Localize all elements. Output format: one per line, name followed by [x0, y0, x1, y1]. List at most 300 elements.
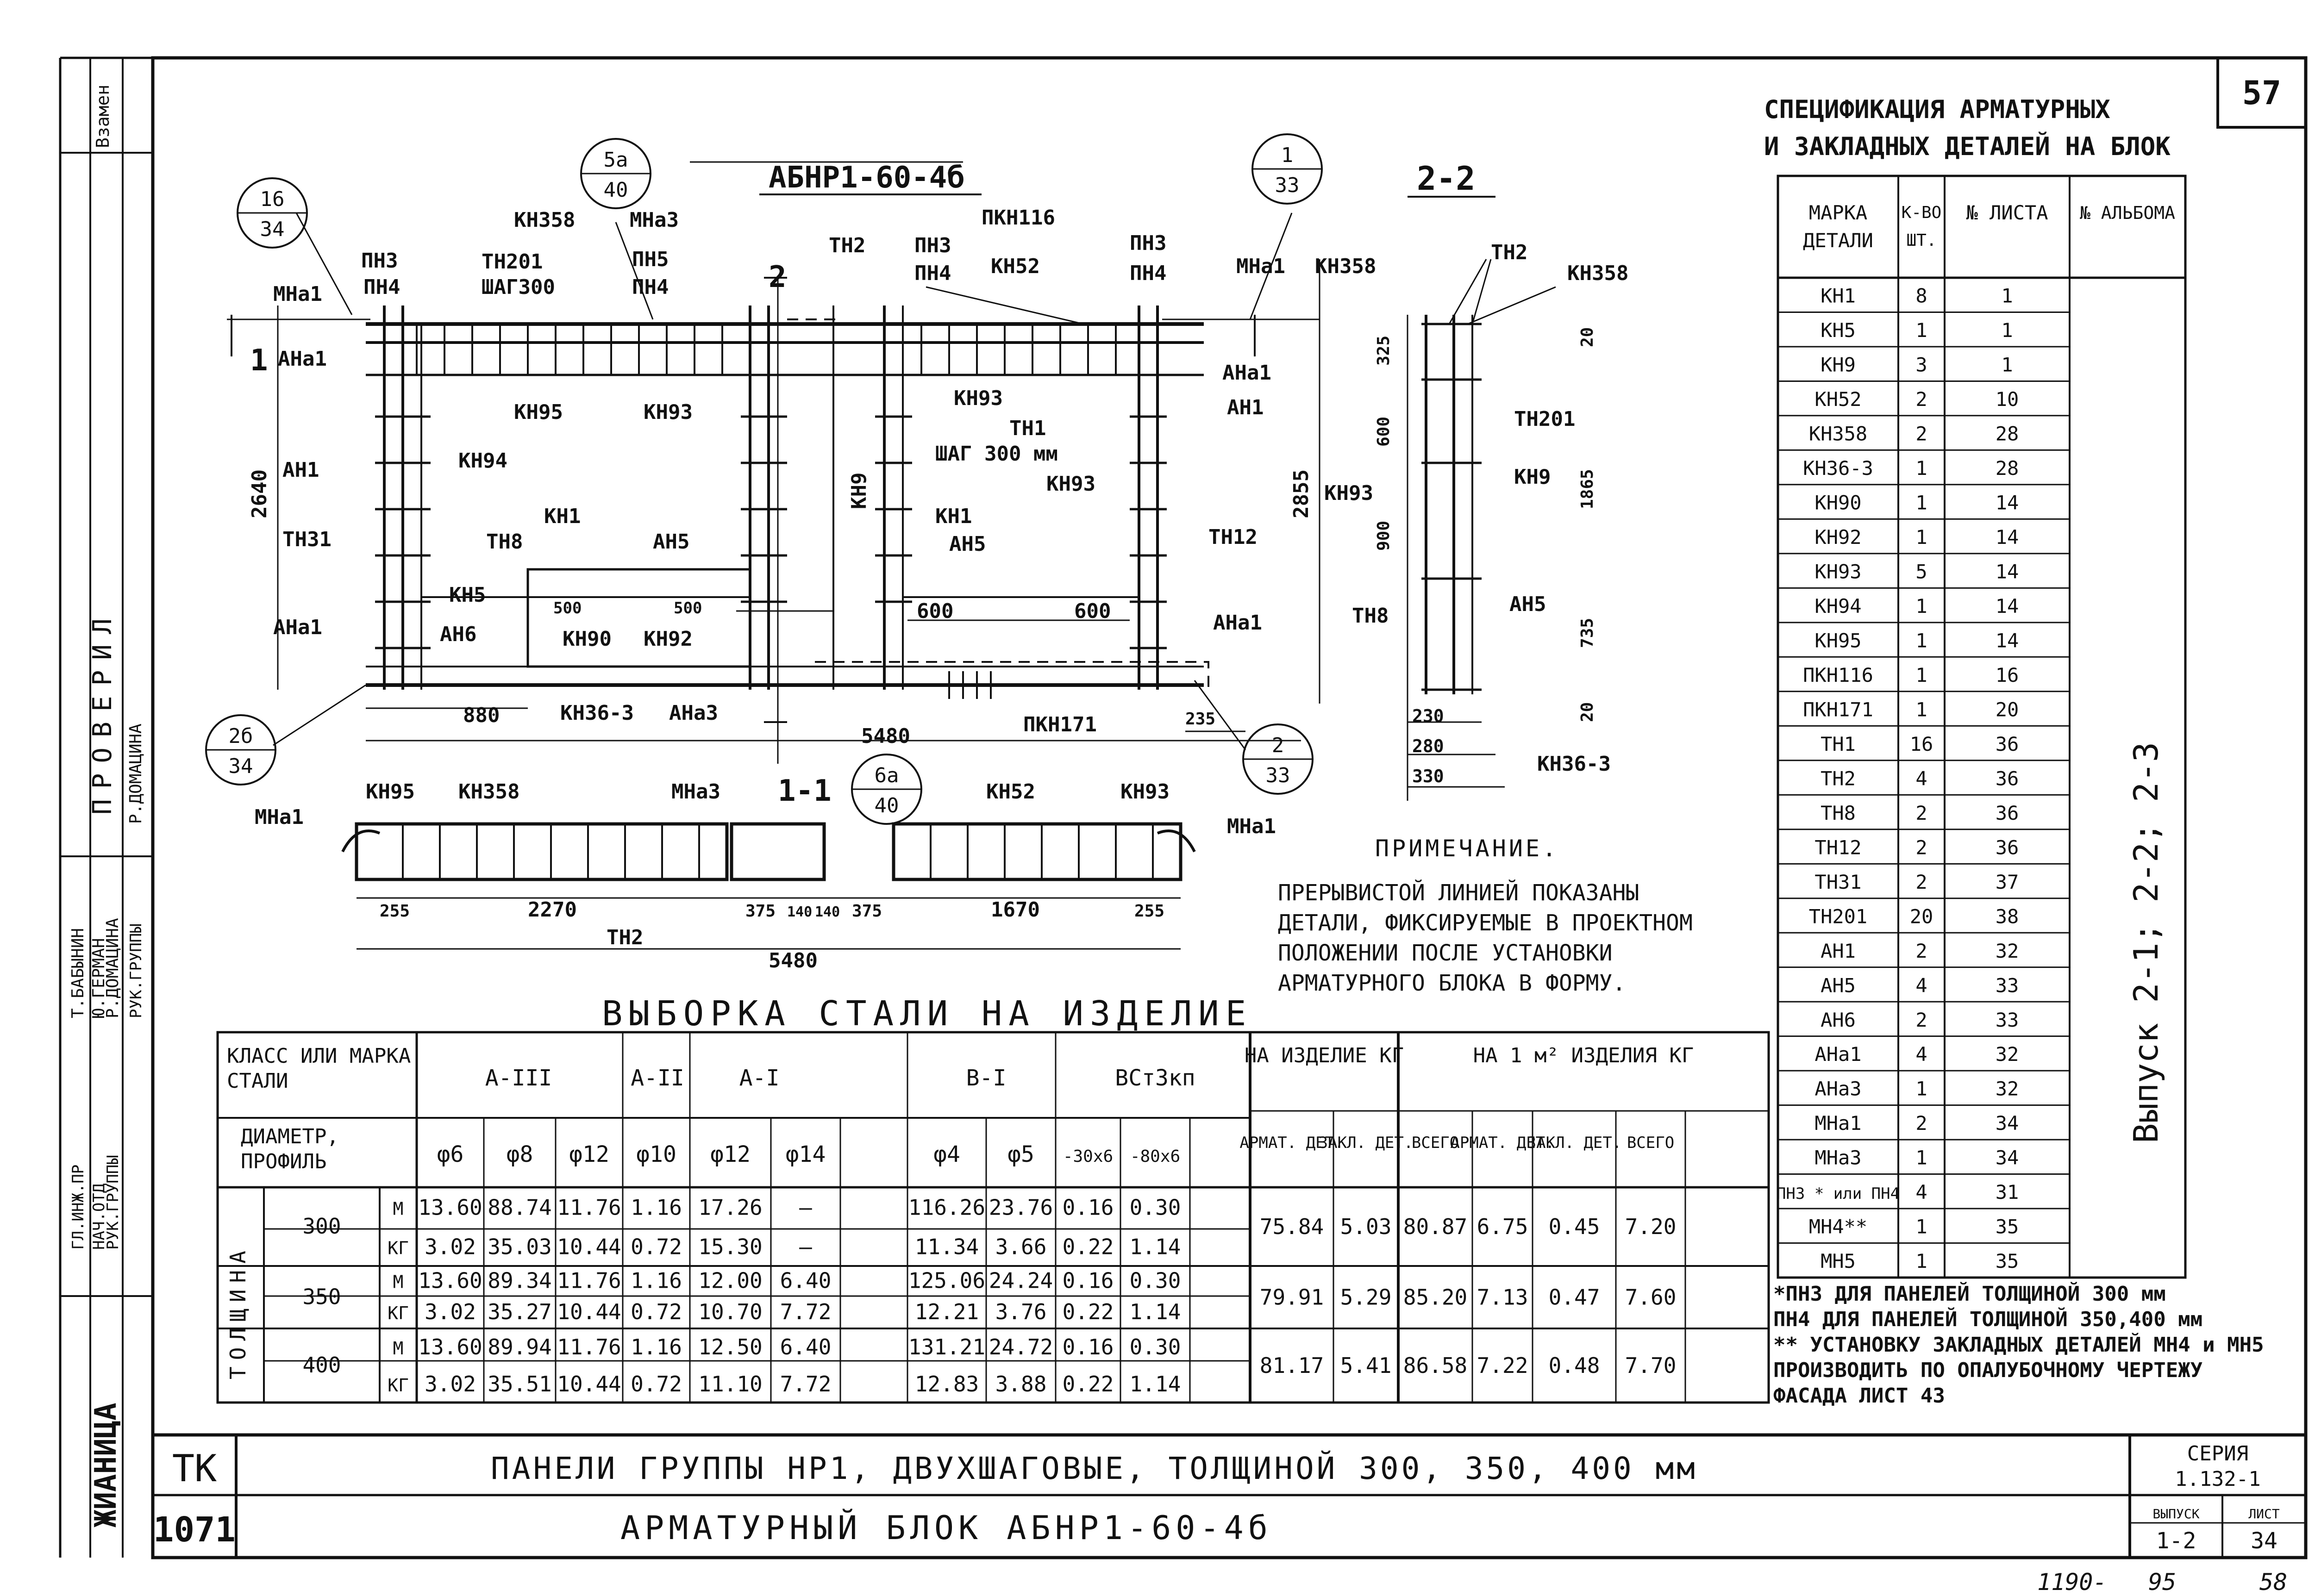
steel-total: 79.91 — [1259, 1284, 1324, 1310]
part-label: ШАГ300 — [482, 275, 555, 299]
steel-cell: 24.72 — [989, 1334, 1053, 1359]
part-label: ПН3 — [914, 234, 951, 257]
series-label: СЕРИЯ — [2187, 1442, 2249, 1465]
spec-footnote-1: *ПН3 ДЛЯ ПАНЕЛЕЙ ТОЛЩИНОЙ 300 мм — [1773, 1282, 2166, 1306]
title-line-2: АРМАТУРНЫЙ БЛОК АБНР1-60-4б — [620, 1509, 1272, 1547]
stamp-name-1: Т.БАБЫНИН — [69, 928, 88, 1018]
spec-cell: КН358 — [1808, 422, 1868, 445]
steel-cell: 10.44 — [557, 1372, 621, 1396]
steel-per-m2-header: НА 1 м² ИЗДЕЛИЯ КГ — [1473, 1044, 1694, 1067]
steel-cell: 11.76 — [557, 1334, 621, 1359]
spec-cell: АН5 — [1821, 974, 1856, 997]
spec-cell: 1 — [1915, 491, 1927, 514]
steel-cell: 35.03 — [488, 1234, 552, 1259]
part-label: 5480 — [769, 949, 818, 973]
steel-cell: 17.26 — [698, 1195, 763, 1220]
part-label: МНа3 — [671, 780, 720, 804]
part-label: 325 — [1374, 335, 1393, 366]
steel-cell: 0.16 — [1062, 1334, 1114, 1359]
steel-total: 7.70 — [1625, 1353, 1677, 1378]
spec-cell: КН36-3 — [1803, 457, 1873, 480]
steel-diam: φ6 — [437, 1141, 464, 1167]
spec-cell: 1 — [1915, 1077, 1927, 1100]
steel-cell: 0.30 — [1129, 1334, 1181, 1359]
part-label: 600 — [917, 599, 954, 623]
steel-total: 85.20 — [1403, 1284, 1468, 1310]
steel-class: ВСт3кп — [1115, 1065, 1195, 1091]
part-label: 140 — [787, 904, 813, 920]
spec-cell: 36 — [1995, 836, 2019, 859]
steel-total: 5.29 — [1340, 1284, 1392, 1310]
steel-cell: 10.70 — [698, 1299, 763, 1324]
steel-total: 7.13 — [1477, 1284, 1528, 1310]
steel-cell: 3.88 — [995, 1372, 1047, 1396]
stamp-author: ЖИАНИЦА — [89, 1403, 123, 1527]
stamp-name-2: Ю.ГЕРМАН — [89, 938, 108, 1018]
steel-cell: 13.60 — [418, 1195, 482, 1220]
spec-header-mark: МАРКА ДЕТАЛИ — [1803, 201, 1873, 252]
part-label: АНа1 — [1213, 611, 1262, 635]
steel-total: 0.45 — [1548, 1214, 1600, 1239]
spec-cell: 35 — [1995, 1215, 2019, 1238]
steel-cell: 3.02 — [425, 1372, 476, 1396]
spec-cell: 1 — [1915, 457, 1927, 480]
steel-cell: 131.21 — [908, 1334, 986, 1359]
steel-total: 5.03 — [1340, 1214, 1392, 1239]
spec-cell: 3 — [1915, 353, 1927, 376]
spec-cell: 34 — [1995, 1146, 2019, 1169]
stamp-role-3: РУК.ГРУППЫ — [104, 1155, 122, 1250]
spec-cell: 1 — [1915, 698, 1927, 721]
steel-cell: 10.44 — [557, 1299, 621, 1324]
steel-cell: 0.22 — [1062, 1234, 1114, 1259]
part-label: КН358 — [514, 208, 576, 232]
steel-cell: 35.51 — [488, 1372, 552, 1396]
part-label: КН93 — [644, 400, 693, 424]
steel-unit: М — [393, 1198, 404, 1219]
part-label: 2855 — [1289, 469, 1313, 518]
callout-2b-34 — [206, 715, 275, 785]
steel-class-header: КЛАСС ИЛИ МАРКА СТАЛИ — [227, 1044, 411, 1093]
part-label: АНа3 — [669, 701, 718, 725]
part-label: ТН201 — [482, 250, 543, 274]
spec-cell: 1 — [1915, 594, 1927, 617]
part-label: 1865 — [1578, 469, 1597, 509]
part-label: ПН4 — [1130, 262, 1167, 285]
steel-cell: 125.06 — [908, 1268, 986, 1293]
steel-cell: 1.14 — [1129, 1299, 1181, 1324]
steel-cell: 12.50 — [698, 1334, 763, 1359]
spec-cell: 36 — [1995, 732, 2019, 755]
stamp-role-1: ГЛ.ИНЖ.ПР — [69, 1164, 88, 1250]
part-label: 2 — [769, 260, 787, 294]
part-label: ПКН116 — [982, 206, 1055, 230]
part-label: 600 — [1374, 416, 1393, 447]
part-label: 375 — [745, 902, 776, 921]
part-label: КН52 — [991, 255, 1040, 278]
steel-cell: 35.27 — [488, 1299, 552, 1324]
svg-text:2: 2 — [1271, 734, 1284, 757]
steel-diam: -30x6 — [1063, 1147, 1114, 1166]
part-label: КН93 — [1324, 481, 1373, 505]
part-label: 235 — [1185, 710, 1216, 729]
part-label: 330 — [1412, 766, 1444, 786]
steel-total: 75.84 — [1259, 1214, 1324, 1239]
spec-header-qty: К-ВО ШТ. — [1901, 203, 1942, 250]
spec-cell: 1 — [2001, 319, 2013, 342]
steel-cell: 13.60 — [418, 1268, 482, 1293]
part-label: ТН2 — [1491, 241, 1528, 264]
spec-header-album: № АЛЬБОМА — [2080, 203, 2175, 223]
spec-cell: 1 — [1915, 1250, 1927, 1273]
part-label: ШАГ 300 мм — [935, 442, 1058, 466]
spec-cell: 14 — [1995, 629, 2019, 652]
spec-cell: 28 — [1995, 422, 2019, 445]
footer-mark-1: 1190- — [2037, 1569, 2107, 1596]
spec-cell: КН92 — [1814, 526, 1862, 549]
callout-1-33 — [1252, 134, 1322, 204]
spec-cell: 36 — [1995, 801, 2019, 824]
title-line-1: ПАНЕЛИ ГРУППЫ НР1, ДВУХШАГОВЫЕ, ТОЛЩИНОЙ 300, 350, 400 мм — [491, 1451, 1698, 1486]
part-label: АНа1 — [1222, 361, 1271, 385]
part-label: ТН2 — [607, 926, 644, 949]
spec-cell: 14 — [1995, 560, 2019, 583]
spec-cell: КН95 — [1814, 629, 1862, 652]
steel-total: 0.47 — [1548, 1284, 1600, 1310]
steel-cell: 11.34 — [914, 1234, 979, 1259]
spec-cell: 2 — [1915, 939, 1927, 962]
part-label: 500 — [553, 599, 582, 617]
spec-cell: 1 — [2001, 284, 2013, 307]
part-label: КН93 — [1046, 472, 1095, 496]
part-label: КН93 — [1120, 780, 1170, 804]
steel-diam: -80x6 — [1130, 1147, 1181, 1166]
spec-cell: 28 — [1995, 457, 2019, 480]
spec-cell: 33 — [1995, 974, 2019, 997]
part-label: МНа1 — [1227, 815, 1276, 838]
steel-total: 81.17 — [1259, 1353, 1324, 1378]
steel-sub-header: АРМАТ. ДЕТ. — [1450, 1134, 1555, 1152]
spec-cell: КН93 — [1814, 560, 1862, 583]
spec-cell: 2 — [1915, 870, 1927, 893]
part-label: 230 — [1412, 706, 1444, 726]
part-label: МНа1 — [1236, 255, 1285, 278]
section-1-1-title: 1-1 — [778, 774, 832, 808]
part-label: КН9 — [1514, 465, 1551, 489]
steel-diam: φ12 — [569, 1141, 609, 1167]
part-label: КН1 — [544, 505, 581, 528]
steel-cell: 12.21 — [914, 1299, 979, 1324]
steel-class: А-II — [631, 1065, 684, 1091]
block-name: АБНР1-60-4б — [769, 161, 965, 195]
spec-cell: 38 — [1995, 905, 2019, 928]
spec-cell: 33 — [1995, 1008, 2019, 1031]
part-label: 2640 — [248, 469, 271, 518]
part-label: ТН1 — [1009, 417, 1046, 440]
steel-total: 7.22 — [1477, 1353, 1528, 1378]
spec-cell: 1 — [1915, 1146, 1927, 1169]
steel-unit: КГ — [388, 1238, 409, 1259]
spec-cell: ПКН171 — [1803, 698, 1873, 721]
part-label: КН90 — [563, 627, 612, 651]
steel-diam: φ8 — [506, 1141, 533, 1167]
list-value: 34 — [2251, 1528, 2277, 1554]
spec-cell: 36 — [1995, 767, 2019, 790]
part-label: ТН8 — [1352, 604, 1389, 628]
stamp-name-4: Р.ДОМАЦИНА — [126, 723, 145, 824]
steel-cell: 89.34 — [488, 1268, 552, 1293]
steel-cell: 12.83 — [914, 1372, 979, 1396]
steel-thickness: 400 — [302, 1353, 341, 1378]
part-label: КН358 — [1315, 255, 1376, 278]
part-label: ТН31 — [282, 528, 332, 551]
spec-cell: 14 — [1995, 594, 2019, 617]
part-label: КН95 — [514, 400, 563, 424]
svg-text:40: 40 — [874, 794, 899, 817]
steel-cell: 7.72 — [780, 1372, 832, 1396]
svg-text:6а: 6а — [874, 764, 899, 787]
note-line-1: ПРЕРЫВИСТОЙ ЛИНИЕЙ ПОКАЗАНЫ — [1278, 880, 1639, 906]
part-label: АН5 — [1509, 592, 1546, 616]
spec-cell: 1 — [1915, 629, 1927, 652]
spec-cell: 35 — [1995, 1250, 2019, 1273]
part-label: ПН5 — [632, 248, 669, 271]
spec-cell: 4 — [1915, 974, 1927, 997]
steel-thickness: 350 — [302, 1284, 341, 1309]
steel-cell: 3.76 — [995, 1299, 1047, 1324]
spec-cell: 37 — [1995, 870, 2019, 893]
steel-cell: 24.24 — [989, 1268, 1053, 1293]
steel-sub-header: ЗАКЛ. ДЕТ. — [1318, 1134, 1414, 1152]
part-label: КН358 — [458, 780, 520, 804]
spec-footnote-5: ФАСАДА ЛИСТ 43 — [1773, 1384, 1945, 1408]
note-title: ПРИМЕЧАНИЕ. — [1375, 835, 1559, 862]
spec-cell: 10 — [1995, 388, 2019, 411]
part-label: ПН4 — [632, 275, 669, 299]
svg-text:5а: 5а — [603, 148, 628, 172]
svg-text:34: 34 — [260, 218, 285, 241]
vypusk-value: 1-2 — [2156, 1528, 2196, 1554]
part-label: МНа1 — [255, 805, 304, 829]
list-label: ЛИСТ — [2248, 1506, 2280, 1521]
steel-cell: 0.72 — [631, 1299, 682, 1324]
spec-cell: ПКН116 — [1803, 663, 1873, 686]
callout-5a-40 — [581, 139, 651, 208]
steel-cell: — — [799, 1195, 812, 1220]
part-label: 600 — [1074, 599, 1111, 623]
steel-cell: 116.26 — [908, 1195, 986, 1220]
spec-cell: 31 — [1995, 1181, 2019, 1204]
spec-cell: 2 — [1915, 422, 1927, 445]
part-label: 140 — [815, 904, 840, 920]
part-label: КН1 — [935, 505, 972, 528]
note-line-2: ДЕТАЛИ, ФИКСИРУЕМЫЕ В ПРОЕКТНОМ — [1278, 910, 1693, 936]
part-label: КН95 — [366, 780, 415, 804]
part-label: 735 — [1578, 617, 1597, 648]
spec-cell: ТН12 — [1814, 836, 1862, 859]
steel-thickness: 300 — [302, 1214, 341, 1239]
part-label: ПКН171 — [1023, 713, 1097, 736]
part-label: 375 — [852, 902, 882, 921]
part-label: МНа3 — [630, 208, 679, 232]
spec-cell: 1 — [1915, 319, 1927, 342]
spec-cell: КН1 — [1821, 284, 1856, 307]
part-label: АН1 — [1227, 396, 1264, 419]
spec-cell: 1 — [1915, 526, 1927, 549]
steel-cell: 6.40 — [780, 1334, 832, 1359]
footer-mark-2: 95 — [2148, 1569, 2177, 1596]
spec-title-2: И ЗАКЛАДНЫХ ДЕТАЛЕЙ НА БЛОК — [1764, 132, 2171, 161]
steel-class: А-III — [485, 1065, 552, 1091]
steel-total: 5.41 — [1340, 1353, 1392, 1378]
spec-cell: 8 — [1915, 284, 1927, 307]
steel-cell: 3.66 — [995, 1234, 1047, 1259]
steel-cell: 11.76 — [557, 1268, 621, 1293]
spec-cell: 4 — [1915, 1181, 1927, 1204]
part-label: 900 — [1374, 520, 1393, 551]
steel-diam: φ14 — [785, 1141, 826, 1167]
steel-cell: 0.72 — [631, 1372, 682, 1396]
steel-unit: М — [393, 1272, 404, 1292]
spec-cell: КН52 — [1814, 388, 1862, 411]
part-label: 500 — [674, 599, 702, 617]
spec-footnote-3: ** УСТАНОВКУ ЗАКЛАДНЫХ ДЕТАЛЕЙ МН4 и МН5 — [1773, 1333, 2264, 1357]
steel-cell: 6.40 — [780, 1268, 832, 1293]
callout-2-33 — [1243, 724, 1313, 794]
section-2-2-title: 2-2 — [1417, 160, 1476, 198]
spec-cell: 2 — [1915, 1112, 1927, 1135]
part-label: КН93 — [954, 387, 1003, 410]
part-label: КН92 — [644, 627, 693, 651]
steel-cell: 3.02 — [425, 1234, 476, 1259]
steel-total: 7.60 — [1625, 1284, 1677, 1310]
steel-cell: 0.16 — [1062, 1268, 1114, 1293]
steel-cell: 88.74 — [488, 1195, 552, 1220]
spec-cell: 2 — [1915, 388, 1927, 411]
svg-text:33: 33 — [1265, 764, 1290, 787]
part-label: КН9 — [847, 472, 871, 509]
vypusk-label: ВЫПУСК — [2152, 1506, 2200, 1521]
part-label: 5480 — [861, 724, 910, 748]
steel-class: В-I — [966, 1065, 1007, 1091]
spec-cell: ТН1 — [1821, 732, 1856, 755]
steel-title: ВЫБОРКА СТАЛИ НА ИЗДЕЛИЕ — [602, 994, 1253, 1034]
spec-cell: 2 — [1915, 1008, 1927, 1031]
steel-total: 86.58 — [1403, 1353, 1468, 1378]
callout-16-34 — [238, 178, 307, 248]
stamp-name-3: Р.ДОМАЦИНА — [103, 918, 122, 1018]
part-label: 255 — [380, 902, 410, 921]
spec-cell: 32 — [1995, 1077, 2019, 1100]
spec-cell: МНа3 — [1814, 1146, 1862, 1169]
series-value: 1.132-1 — [2175, 1467, 2261, 1491]
steel-cell: 1.14 — [1129, 1372, 1181, 1396]
spec-cell: КН94 — [1814, 594, 1862, 617]
steel-cell: 1.16 — [631, 1334, 682, 1359]
steel-diam: φ5 — [1007, 1141, 1034, 1167]
part-label: АН6 — [440, 623, 477, 646]
svg-text:34: 34 — [228, 754, 253, 778]
steel-cell: 23.76 — [989, 1195, 1053, 1220]
steel-diam: φ4 — [933, 1141, 960, 1167]
steel-total: 7.20 — [1625, 1214, 1677, 1239]
stamp-role-4: РУК.ГРУППЫ — [127, 923, 145, 1018]
part-label: АН5 — [653, 530, 690, 554]
steel-cell: 3.02 — [425, 1299, 476, 1324]
steel-cell: 89.94 — [488, 1334, 552, 1359]
spec-cell: 2 — [1915, 836, 1927, 859]
spec-cell: КН5 — [1821, 319, 1856, 342]
spec-footnote-2: ПН4 ДЛЯ ПАНЕЛЕЙ ТОЛЩИНОЙ 350,400 мм — [1773, 1308, 2203, 1331]
part-label: КН36-3 — [1537, 752, 1611, 776]
steel-total: 6.75 — [1477, 1214, 1528, 1239]
steel-total: 0.48 — [1548, 1353, 1600, 1378]
steel-total-header: НА ИЗДЕЛИЕ КГ — [1244, 1044, 1404, 1067]
spec-cell: 4 — [1915, 1043, 1927, 1066]
spec-footnote-4: ПРОИЗВОДИТЬ ПО ОПАЛУБОЧНОМУ ЧЕРТЕЖУ — [1773, 1359, 2203, 1382]
svg-text:1: 1 — [1281, 143, 1294, 167]
steel-cell: 13.60 — [418, 1334, 482, 1359]
spec-cell: 16 — [1995, 663, 2019, 686]
spec-cell: 1 — [2001, 353, 2013, 376]
steel-sub-header: ЗАКЛ. ДЕТ. — [1527, 1134, 1622, 1152]
part-label: КН5 — [449, 583, 486, 607]
stamp-vzamen: Взамен — [93, 84, 113, 148]
footer-mark-3: 58 — [2259, 1569, 2288, 1596]
part-label: ПН4 — [363, 275, 400, 299]
steel-cell: 11.76 — [557, 1195, 621, 1220]
spec-cell: 5 — [1915, 560, 1927, 583]
part-label: 880 — [463, 704, 500, 727]
spec-cell: 20 — [1909, 905, 1933, 928]
spec-cell: КН90 — [1814, 491, 1862, 514]
steel-diam: φ10 — [636, 1141, 676, 1167]
note-line-4: АРМАТУРНОГО БЛОКА В ФОРМУ. — [1278, 970, 1626, 996]
spec-cell: МН4** — [1808, 1215, 1868, 1238]
steel-sub-header: АРМАТ. ДЕТ. — [1239, 1134, 1344, 1152]
spec-cell: АН6 — [1821, 1008, 1856, 1031]
part-label: КН52 — [986, 780, 1035, 804]
steel-cell: 0.72 — [631, 1234, 682, 1259]
title-code: ТК — [172, 1447, 217, 1490]
part-label: ТН12 — [1208, 525, 1258, 549]
spec-cell: 32 — [1995, 939, 2019, 962]
part-label: КН36-3 — [560, 701, 634, 725]
svg-text:2б: 2б — [228, 724, 253, 748]
callout-6a-40 — [852, 754, 921, 824]
part-label: 280 — [1412, 736, 1444, 756]
steel-cell: 15.30 — [698, 1234, 763, 1259]
steel-cell: 0.30 — [1129, 1195, 1181, 1220]
steel-unit: М — [393, 1338, 404, 1359]
spec-cell: МНа1 — [1814, 1112, 1862, 1135]
part-label: 1670 — [991, 898, 1040, 922]
part-label: МНа1 — [273, 282, 322, 306]
steel-cell: 11.10 — [698, 1372, 763, 1396]
part-label: КН94 — [458, 449, 507, 473]
part-label: 255 — [1134, 902, 1165, 921]
steel-thickness-header: ТОЛЩИНА — [225, 1244, 250, 1379]
part-label: 2270 — [528, 898, 577, 922]
steel-cell: 10.44 — [557, 1234, 621, 1259]
steel-cell: 0.30 — [1129, 1268, 1181, 1293]
part-label: ПН3 — [361, 249, 398, 273]
stamp-proveril: ПРОВЕРИЛ — [88, 608, 118, 815]
spec-cell: МН5 — [1821, 1250, 1856, 1273]
steel-diam-header: ДИАМЕТР, ПРОФИЛЬ — [241, 1125, 339, 1173]
spec-cell: 1 — [1915, 1215, 1927, 1238]
steel-class: А-I — [739, 1065, 780, 1091]
